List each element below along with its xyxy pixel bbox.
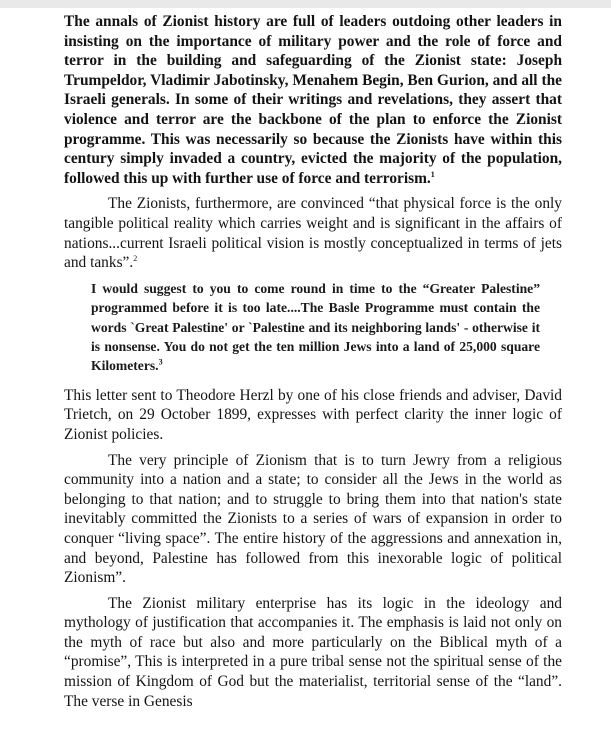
block-quote: I would suggest to you to come round in time to the “Greater Palestine” programmed before it is too late....The Basle Programme must contain the words `Great Palestine' or `Palestine and its neighboring lands' - otherwise it is nonsense. You do not get the ten million Jews into a land of 25,000 square Kilometers.$^3$ [91, 280, 540, 374]
paragraph-3: This letter sent to Theodore Herzl by one of his close friends and adviser, David Trietch, on 29 October 1899, expresses with perfect clarity the inner logic of Zionist policies. [64, 386, 562, 443]
paragraph-5: The Zionist military enterprise has its logic in the ideology and mythology of justification that accompanies it. The emphasis is laid not only on the myth of race but also and more particularly on the Biblical myth of a “promise”, This is interpreted in a pure tribal sense not the spiritual sense of the mission of Kingdom of God but the materialist, territorial sense of the “land”. The verse in Genesis [64, 594, 562, 710]
paragraph-2: The Zionists, furthermore, are convinced “that physical force is the only tangible political reality which carries weight and is significant in the affairs of nations...current Israeli political vision is mostly conceptualized in terms of jets and tanks”.$^2$ [64, 195, 562, 272]
footnote-ref-1: 1 [430, 169, 435, 179]
paragraph-4: The very principle of Zionism that is to turn Jewry from a religious community into a nation and a state; to consider all the Jews in the world as belonging to that nation; and to struggle to bring them into that nation's state inevitably committed the Zionists to a series of wars of expansion in order to conquer “living space”. The entire history of the aggressions and annexation in, and beyond, Palestine has followed from this inexorable logic of political Zionism”. [64, 451, 562, 587]
scan-top-edge [0, 0, 611, 8]
footnote-ref-2: 2 [133, 254, 138, 263]
document-body [64, 12, 562, 717]
paragraph-1: The annals of Zionist history are full of leaders outdoing other leaders in insisting on the importance of military power and the role of force and terror in the building and safeguarding of the Zionist state: Joseph Trumpeldor, Vladimir Jabotinsky, Menahem Begin, Ben Gurion, and all the Israeli generals. In some of their writings and revelations, they assert that violence and terror are the backbone of the plan to enforce the Zionist programme. This was necessarily so because the Zionists have within this century simply invaded a country, evicted the majority of the population, followed this up with further use of force and terrorism.$^1$ [64, 13, 562, 187]
footnote-ref-3: 3 [158, 357, 163, 367]
